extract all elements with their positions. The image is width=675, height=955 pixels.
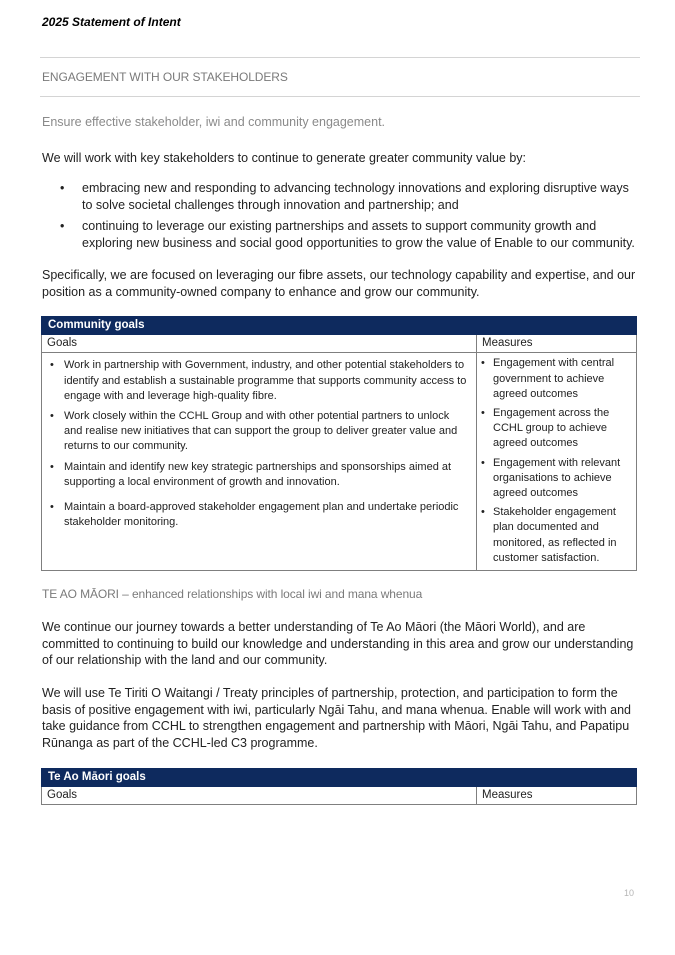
goals-list bbox=[42, 353, 476, 539]
measures-list bbox=[477, 353, 636, 566]
page-number: 10 bbox=[624, 888, 635, 898]
intro-bullet-list bbox=[42, 180, 637, 256]
list-item bbox=[50, 460, 468, 490]
section-subheading: Ensure effective stakeholder, iwi and community engagement. bbox=[42, 115, 386, 129]
measure-text: Engagement with central government to achieve agreed outcomes bbox=[493, 357, 615, 400]
intro-paragraph: We will work with key stakeholders to continue to generate greater community value by: bbox=[42, 151, 527, 165]
list-item bbox=[481, 406, 632, 452]
table-title-blank bbox=[477, 317, 637, 335]
list-item bbox=[50, 358, 468, 404]
measure-text: Engagement with relevant organisations to achieve agreed outcomes bbox=[493, 456, 621, 500]
maori-paragraph-1: We continue our journey towards a better understanding of Te Ao Māori (the Māori World), and are committed to continuing to build our knowledge and understanding in this area and grow our understanding of our relationship with the land and our community. bbox=[42, 620, 634, 667]
bullet-icon: • bbox=[50, 501, 54, 514]
bullet-icon: • bbox=[481, 506, 485, 519]
list-item bbox=[481, 456, 632, 502]
measures-column-header: Measures bbox=[477, 335, 637, 353]
bullet-icon: • bbox=[481, 407, 485, 420]
list-item bbox=[42, 218, 637, 251]
list-item bbox=[50, 500, 468, 530]
table-title-blank bbox=[477, 769, 637, 787]
measures-cell bbox=[477, 353, 637, 571]
focus-paragraph: Specifically, we are focused on leveraging our fibre assets, our technology capability and expertise, and our position as a community-owned company to enhance and grow our community. bbox=[42, 268, 636, 299]
measure-text: Engagement across the CCHL group to achieve agreed outcomes bbox=[493, 407, 610, 450]
goal-text: Maintain a board-approved stakeholder engagement plan and undertake periodic stakeholder monitoring. bbox=[64, 501, 459, 529]
maori-paragraph-2: We will use Te Tiriti O Waitangi / Treaty principles of partnership, protection, and participation to form the basis of positive engagement with iwi, particularly Ngāi Tahu, and mana whenua. Enable will work with and take guidance from CCHL to strengthen engagement and partnership with Māori, Ngāi Tahu, and Papatipu Rūnanga as part of the CCHL-led C3 programme. bbox=[42, 686, 631, 750]
list-item bbox=[50, 409, 468, 455]
maori-section-heading: TE AO MĀORI – enhanced relationships with local iwi and mana whenua bbox=[42, 587, 423, 601]
bullet-icon: • bbox=[481, 456, 485, 469]
goal-text: Maintain and identify new key strategic partnerships and sponsorships aimed at supporting a local environment of growth and innovation. bbox=[64, 460, 452, 488]
community-goals-table bbox=[41, 316, 637, 571]
maori-goals-table bbox=[41, 768, 637, 805]
list-item bbox=[481, 505, 632, 566]
bullet-icon: • bbox=[60, 181, 65, 195]
goal-text: Work closely within the CCHL Group and with other potential partners to unlock and realise new initiatives that can support the group to deliver greater value and returns to our community. bbox=[64, 410, 458, 453]
section-rule-bottom bbox=[40, 96, 640, 97]
goals-column-header: Goals bbox=[42, 787, 477, 805]
bullet-icon: • bbox=[50, 359, 54, 372]
bullet-icon: • bbox=[50, 410, 54, 423]
goals-cell bbox=[42, 353, 477, 571]
bullet-icon: • bbox=[50, 460, 54, 473]
measures-column-header: Measures bbox=[477, 787, 637, 805]
bullet-icon: • bbox=[481, 357, 485, 370]
document-header-title: 2025 Statement of Intent bbox=[42, 15, 181, 29]
goal-text: Work in partnership with Government, industry, and other potential stakeholders to identify and establish a sustainable programme that supports community access to engage with and leverage high-quality fibre. bbox=[64, 359, 467, 402]
table-title: Community goals bbox=[42, 317, 477, 335]
measure-text: Stakeholder engagement plan documented and monitored, as reflected in customer satisfaction. bbox=[493, 506, 617, 564]
list-item bbox=[42, 180, 637, 213]
list-item bbox=[481, 356, 632, 402]
goals-column-header: Goals bbox=[42, 335, 477, 353]
table-title: Te Ao Māori goals bbox=[42, 769, 477, 787]
bullet-text: embracing new and responding to advancing technology innovations and exploring disruptive ways to solve societal challenges through innovation and partnership; and bbox=[82, 181, 629, 212]
bullet-icon: • bbox=[60, 219, 65, 233]
bullet-text: continuing to leverage our existing partnerships and assets to support community growth and exploring new business and social good opportunities to grow the value of Enable to our community. bbox=[82, 219, 635, 250]
section-rule-top bbox=[40, 57, 640, 58]
section-heading: ENGAGEMENT WITH OUR STAKEHOLDERS bbox=[42, 70, 288, 84]
